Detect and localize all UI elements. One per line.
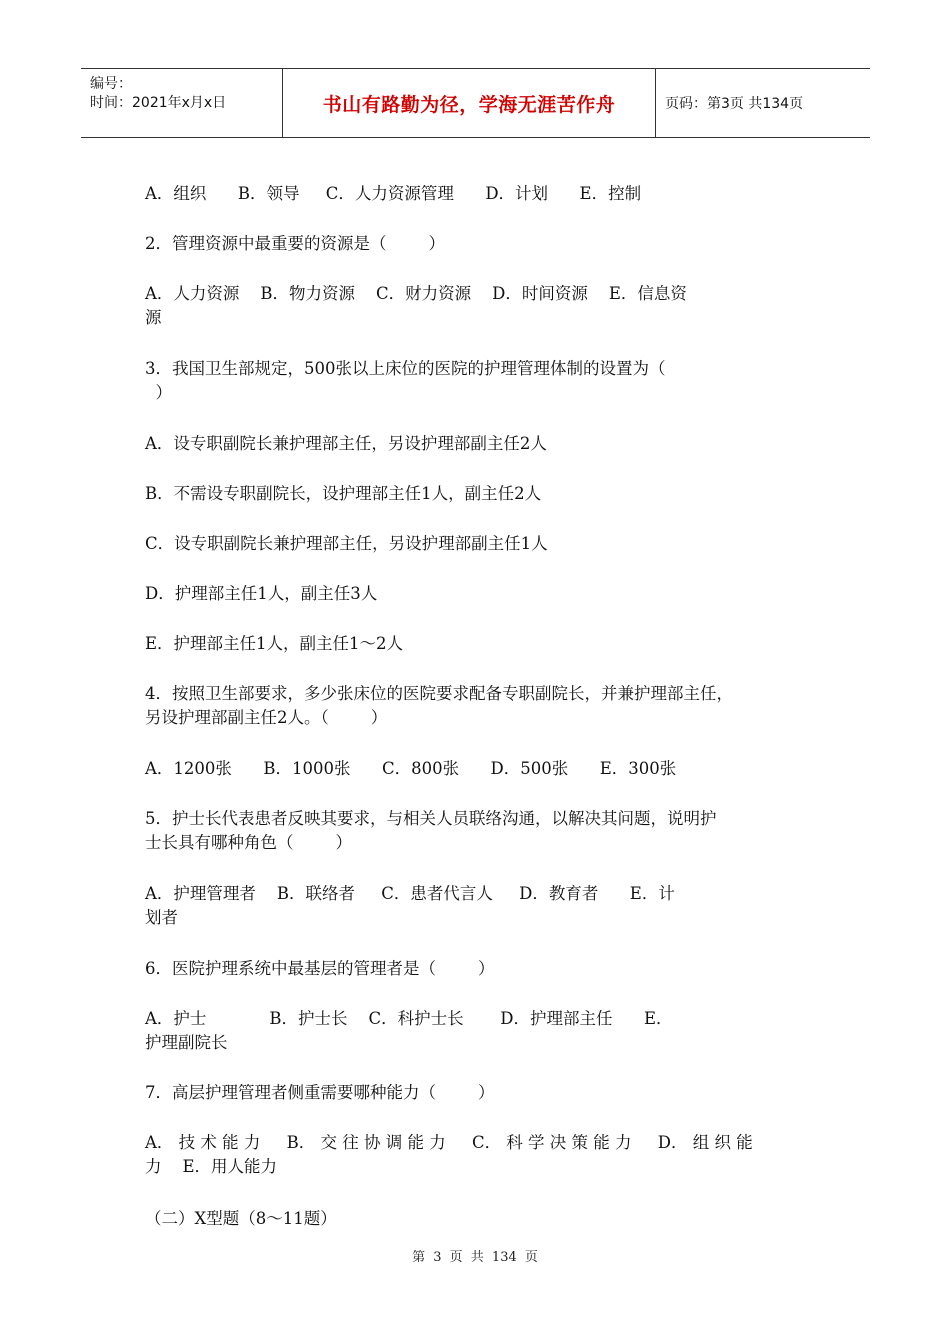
- header-page-info: 页码：第3页 共134页: [665, 96, 804, 112]
- q3-option-b: B．不需设专职副院长，设护理部主任1人，副主任2人: [145, 484, 542, 503]
- q6-options: A．护士 B．护士长 C．科护士长 D．护理部主任 E．: [145, 1009, 673, 1028]
- q4-stem-cont: 另设护理部副主任2人。（ ）: [145, 708, 388, 727]
- q2-stem: 2．管理资源中最重要的资源是（ ）: [145, 234, 445, 253]
- q5-stem: 5．护士长代表患者反映其要求，与相关人员联络沟通，以解决其问题，说明护: [145, 809, 717, 828]
- header-motto: 书山有路勤为径，学海无涯苦作舟: [282, 69, 656, 137]
- q7-options: A． 技 术 能 力 B． 交 往 协 调 能 力 C． 科 学 决 策 能 力 D． 组 织 能: [145, 1133, 753, 1152]
- q6-stem: 6．医院护理系统中最基层的管理者是（ ）: [145, 959, 495, 978]
- page-header: [81, 68, 870, 138]
- q2-options: A．人力资源 B．物力资源 C．财力资源 D．时间资源 E．信息资: [145, 284, 687, 303]
- section-heading: （二）X型题（8～11题）: [145, 1209, 337, 1228]
- q5-stem-cont: 士长具有哪种角色（ ）: [145, 833, 352, 852]
- q5-options: A．护理管理者 B．联络者 C．患者代言人 D．教育者 E．计: [145, 884, 675, 903]
- q3-stem: 3．我国卫生部规定，500张以上床位的医院的护理管理体制的设置为（: [145, 359, 666, 378]
- q6-options-cont: 护理副院长: [145, 1033, 228, 1052]
- page-footer: 第 3 页 共 134 页: [412, 1250, 538, 1265]
- header-meta: [81, 69, 281, 137]
- q2-options-cont: 源: [145, 308, 162, 327]
- q4-options: A．1200张 B．1000张 C．800张 D．500张 E．300张: [145, 759, 677, 778]
- q7-options-cont: 力 E．用人能力: [145, 1157, 278, 1176]
- q3-option-d: D．护理部主任1人，副主任3人: [145, 584, 378, 603]
- q5-options-cont: 划者: [145, 908, 178, 927]
- code-label: 编号：: [90, 76, 132, 92]
- date-label: 时间：2021年x月x日: [90, 95, 227, 111]
- q4-stem: 4．按照卫生部要求，多少张床位的医院要求配备专职副院长，并兼护理部主任，: [145, 684, 733, 703]
- q3-option-c: C．设专职副院长兼护理部主任，另设护理部副主任1人: [145, 534, 548, 553]
- q3-option-a: A．设专职副院长兼护理部主任，另设护理部副主任2人: [145, 434, 547, 453]
- q3-stem-cont: ）: [145, 383, 172, 402]
- q7-stem: 7．高层护理管理者侧重需要哪种能力（ ）: [145, 1083, 495, 1102]
- q1-options: A．组织 B．领导 C．人力资源管理 D．计划 E．控制: [145, 184, 642, 203]
- q3-option-e: E．护理部主任1人，副主任1～2人: [145, 634, 404, 653]
